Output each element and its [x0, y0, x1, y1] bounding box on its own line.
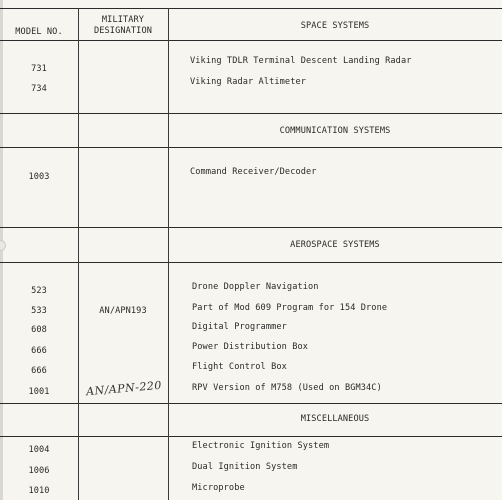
column-divider: [168, 8, 169, 500]
model-number: 666: [31, 366, 47, 376]
model-number: 533: [31, 306, 47, 316]
item-description: Flight Control Box: [192, 362, 287, 372]
punch-hole: [0, 240, 6, 251]
item-description: Command Receiver/Decoder: [190, 167, 317, 177]
rule: [0, 436, 502, 437]
section-heading: MISCELLANEOUS: [300, 414, 370, 424]
item-description: Power Distribution Box: [192, 342, 309, 352]
model-number: 608: [31, 325, 47, 335]
item-description: Part of Mod 609 Program for 154 Drone: [192, 303, 388, 313]
item-description: RPV Version of M758 (Used on BGM34C): [192, 383, 382, 393]
item-description: Microprobe: [192, 483, 245, 493]
model-number: 666: [31, 346, 47, 356]
item-description: Digital Programmer: [192, 322, 287, 332]
rule: [0, 147, 502, 148]
item-description: Electronic Ignition System: [192, 441, 330, 451]
model-number: 1006: [28, 466, 50, 476]
model-number: 731: [31, 64, 47, 74]
rule: [0, 113, 502, 114]
military-designation: AN/APN193: [99, 306, 147, 316]
item-description: Dual Ignition System: [192, 462, 298, 472]
header-model-no: MODEL NO.: [15, 27, 63, 37]
rule: [0, 227, 502, 228]
rule: [0, 403, 502, 404]
rule: [0, 262, 502, 263]
item-description: Viking TDLR Terminal Descent Landing Radar: [190, 56, 412, 66]
header-military-line1: MILITARY: [101, 15, 145, 25]
header-military-line2: DESIGNATION: [93, 26, 152, 36]
item-description: Drone Doppler Navigation: [192, 282, 319, 292]
model-number: 1003: [28, 172, 50, 182]
model-number: 1004: [28, 445, 50, 455]
section-heading: SPACE SYSTEMS: [300, 21, 370, 31]
model-number: 1010: [28, 486, 50, 496]
model-number: 1001: [28, 387, 50, 397]
section-heading: COMMUNICATION SYSTEMS: [279, 126, 391, 136]
rule: [0, 8, 502, 9]
rule: [0, 40, 502, 41]
model-number: 523: [31, 286, 47, 296]
model-number: 734: [31, 84, 47, 94]
column-divider: [78, 8, 79, 500]
handwritten-military-designation: AN/APN-220: [85, 378, 163, 399]
item-description: Viking Radar Altimeter: [190, 77, 307, 87]
section-heading: AEROSPACE SYSTEMS: [290, 240, 380, 250]
